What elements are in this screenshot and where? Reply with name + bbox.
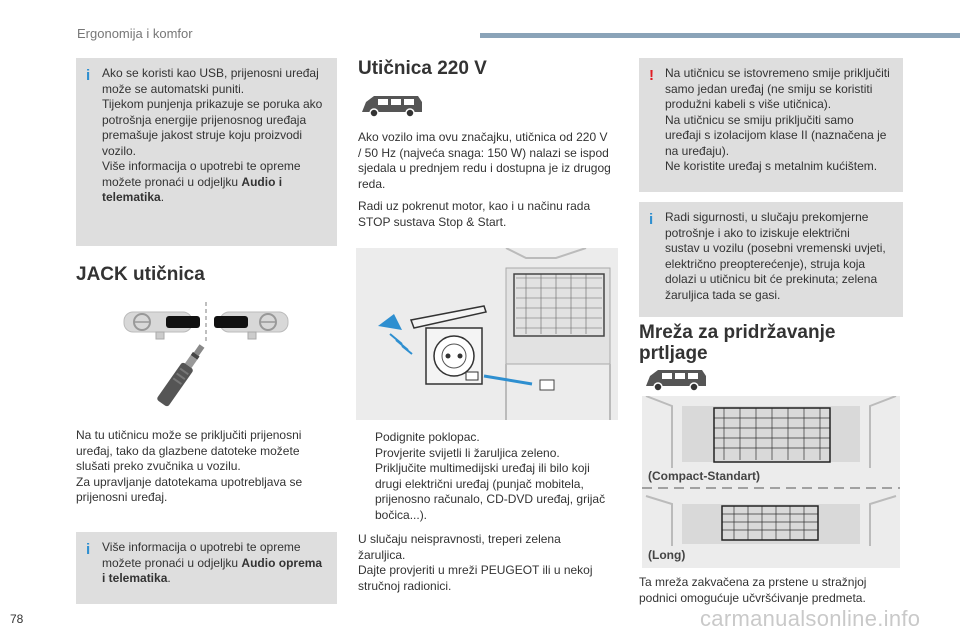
- text-line: Radi uz pokrenut motor, kao i u načinu rada: [358, 199, 591, 213]
- text-line: [102, 556, 327, 572]
- list-item: [358, 446, 623, 462]
- text-line: Za upravljanje datotekama upotrebljava se: [76, 474, 303, 489]
- bold-reference: Audio i: [241, 174, 283, 189]
- text-line: Provjerite svijetli li žaruljica zeleno.: [375, 445, 560, 460]
- text-line: potrošnje i ako to iziskuje električni: [665, 225, 850, 240]
- text-line: električno preopterećenje), struja koja: [665, 256, 866, 271]
- text-line: Podignite poklopac.: [375, 430, 480, 444]
- text-line: Ako vozilo ima ovu značajku, utičnica od 220 V: [358, 130, 608, 144]
- text-line: slušati preko zvučnika u vozilu.: [76, 459, 241, 473]
- net-body: [639, 575, 904, 606]
- text-line: Na tu utičnicu može se priključiti prijenosni: [76, 428, 302, 442]
- jack-body: [76, 428, 341, 506]
- list-item: [358, 461, 623, 523]
- usb-info-box: [76, 58, 337, 246]
- text-run: .: [167, 571, 171, 585]
- text-line: [102, 571, 327, 587]
- text-line: Priključite multimedijski uređaj ili bilo koji: [375, 461, 590, 475]
- text-line: bočica...).: [375, 507, 428, 522]
- text-line: uređaji s izolacijom klase II (naznačena je: [665, 128, 887, 142]
- section-header: Ergonomija i komfor: [77, 26, 193, 41]
- socket-steps: [358, 430, 623, 523]
- socket-title: Utičnica 220 V: [358, 58, 487, 79]
- socket-engine-note: [358, 199, 623, 230]
- bold-reference: telematika: [102, 190, 161, 204]
- watermark: carmanualsonline.info: [700, 606, 921, 631]
- text-line: stručnoj radionici.: [358, 578, 452, 593]
- title-line: Mreža za pridržavanje: [639, 322, 836, 343]
- text-run: .: [160, 190, 165, 204]
- text-line: može se automatski puniti.: [102, 81, 245, 96]
- text-line: Na utičnicu se istovremeno smije priključiti: [665, 66, 890, 80]
- text-line: Ako se koristi kao USB, prijenosni uređaj: [102, 66, 319, 80]
- warning-box: [639, 58, 903, 192]
- net-title: [639, 322, 835, 364]
- text-line: Dajte provjeriti u mreži PEUGEOT ili u nekoj: [358, 563, 593, 577]
- text-line: dolazi u utičnicu bit će prekinuta; zelena: [665, 272, 878, 286]
- warning-icon: !: [649, 67, 654, 84]
- text-line: STOP sustava Stop & Start.: [358, 214, 507, 229]
- jack-info-box: [76, 532, 337, 604]
- text-line: Ne koristite uređaj s metalnim kućištem.: [665, 159, 878, 173]
- text-line: na uređaju).: [665, 143, 730, 158]
- text-line: prijenosno računalo, CD-DVD uređaj, grijač: [375, 492, 606, 506]
- text-line: produžni kabeli s više utičnica).: [665, 97, 832, 111]
- net-label-long: (Long): [648, 548, 686, 562]
- net-label-compact: (Compact-Standart): [648, 469, 761, 483]
- text-line: vozilo.: [102, 143, 137, 158]
- text-line: samo jedan uređaj (ne smiju se koristiti: [665, 81, 873, 96]
- text-line: Više informacija o upotrebi te opreme: [102, 540, 301, 554]
- text-line: sustav u vozilu (posebni vremenski uvjeti,: [665, 241, 886, 255]
- text-run: možete pronaći u odjeljku: [102, 555, 242, 570]
- text-line: uređaj, tako da glazbene datoteke možete: [76, 443, 300, 458]
- socket-fault-note: [358, 532, 623, 594]
- text-line: žaruljica tada se gasi.: [665, 287, 781, 302]
- text-line: reda.: [358, 176, 386, 191]
- text-line: Na utičnicu se smiju priključiti samo: [665, 112, 854, 127]
- info-icon: i: [86, 541, 91, 558]
- van-icon: [360, 92, 424, 120]
- text-line: potrošnja energije prijenosnog uređaja: [102, 112, 307, 127]
- text-line: drugi električni uređaj (punjač mobitela,: [375, 476, 584, 491]
- text-run: možete pronaći u odjeljku: [102, 174, 242, 189]
- text-line: premašuje jakost struje koju proizvodi: [102, 128, 303, 142]
- page-number: 78: [10, 612, 24, 626]
- text-line: prijenosni uređaj.: [76, 490, 168, 504]
- van-icon: [644, 366, 708, 394]
- text-line: / 50 Hz (najveća snaga: 150 W) nalazi se ispod: [358, 145, 609, 160]
- title-line: prtljage: [639, 343, 708, 364]
- bold-reference: Audio oprema: [241, 555, 323, 570]
- text-line: Tijekom punjenja prikazuje se poruka ako: [102, 97, 323, 111]
- text-line: Više informacija o upotrebi te opreme: [102, 159, 301, 173]
- bold-reference: i telematika: [102, 571, 168, 585]
- text-line: [102, 175, 327, 191]
- jack-title: JACK utičnica: [76, 264, 205, 285]
- list-item: [358, 430, 623, 446]
- net-illustration: [642, 396, 900, 568]
- safety-info-box: [639, 202, 903, 317]
- text-line: podnici omogućuje učvršćivanje predmeta.: [639, 590, 866, 605]
- text-line: sjedala u prednjem redu i dostupna je iz drugog: [358, 161, 611, 175]
- text-line: U slučaju neispravnosti, treperi zelena: [358, 532, 561, 546]
- jack-illustration: [116, 298, 296, 426]
- header-bar: [480, 33, 960, 38]
- info-icon: i: [649, 211, 654, 228]
- text-line: Ta mreža zakvačena za prstene u stražnjoj: [639, 575, 867, 589]
- info-icon: i: [86, 67, 91, 84]
- text-line: [102, 190, 327, 206]
- text-line: Radi sigurnosti, u slučaju prekomjerne: [665, 210, 869, 224]
- socket-intro: [358, 130, 623, 192]
- socket-illustration: [356, 248, 618, 420]
- text-line: žaruljica.: [358, 547, 406, 562]
